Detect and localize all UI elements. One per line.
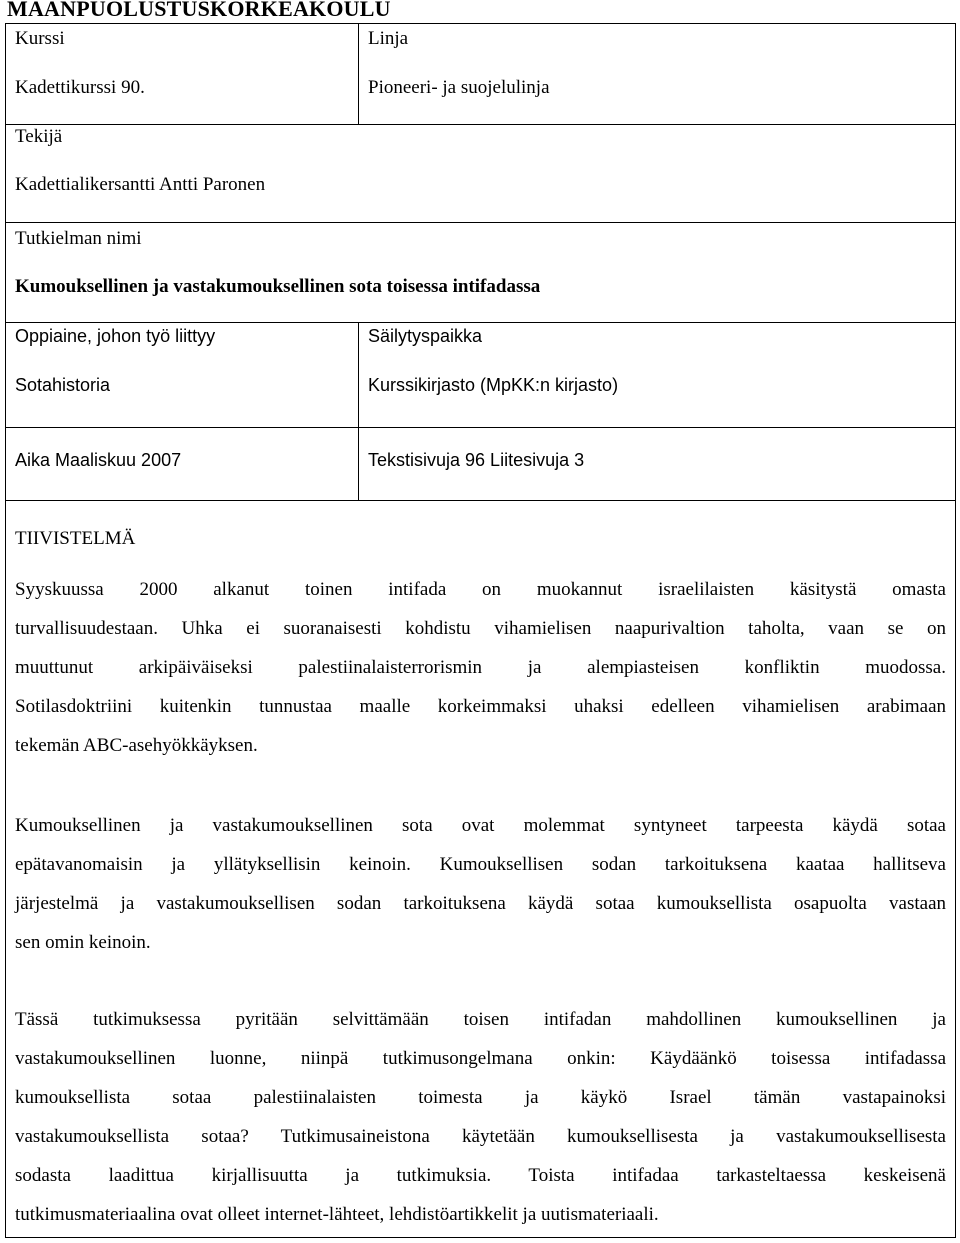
thesis-title: Kumouksellinen ja vastakumouksellinen sota toisessa intifadassa xyxy=(15,276,541,297)
abstract-line: epätavanomaisin ja yllätyksellisin keinoin. Kumouksellisen sodan tarkoituksena kaataa hallitseva xyxy=(15,854,946,875)
storage-label: Säilytyspaikka xyxy=(368,326,483,346)
author-label: Tekijä xyxy=(15,126,63,147)
abstract-line: järjestelmä ja vastakumouksellisen sodan tarkoituksena käydä sotaa kumouksellista osapuolta vastaan xyxy=(15,893,946,914)
abstract-line: Kumouksellinen ja vastakumouksellinen sota ovat molemmat syntyneet tarpeesta käydä sotaa xyxy=(15,815,946,836)
divider xyxy=(6,222,955,223)
abstract-heading: TIIVISTELMÄ xyxy=(15,528,136,549)
abstract-line: vastakumouksellista sotaa? Tutkimusaineistona käytetään kumouksellisesta ja vastakumouksellisesta xyxy=(15,1126,946,1147)
abstract-paragraph-2 xyxy=(15,809,946,965)
line-value: Pioneeri- ja suojelulinja xyxy=(368,77,550,98)
abstract-paragraph-3 xyxy=(15,1003,946,1237)
time-field: Aika Maaliskuu 2007 xyxy=(15,450,182,470)
divider xyxy=(6,500,955,501)
institution-name: MAANPUOLUSTUSKORKEAKOULU xyxy=(7,0,391,21)
line-label: Linja xyxy=(368,28,409,49)
divider xyxy=(6,427,955,428)
abstract-line: tutkimusmateriaalina ovat olleet internet-lähteet, lehdistöartikkelit ja uutismateriaali. xyxy=(15,1204,659,1225)
divider-vertical xyxy=(358,322,359,500)
abstract-line: turvallisuudestaan. Uhka ei suoranaisesti kohdistu vihamielisen naapurivaltion taholta, vaan se on xyxy=(15,618,946,639)
abstract-line: sodasta laadittua kirjallisuutta ja tutkimuksia. Toista intifadaa tarkasteltaessa keskeisenä xyxy=(15,1165,946,1186)
course-label: Kurssi xyxy=(15,28,65,49)
abstract-line: Tässä tutkimuksessa pyritään selvittämään toisen intifadan mahdollinen kumouksellinen ja xyxy=(15,1009,946,1030)
course-value: Kadettikurssi 90. xyxy=(15,77,145,98)
pages-field: Tekstisivuja 96 Liitesivuja 3 xyxy=(368,450,585,470)
abstract-line: Sotilasdoktriini kuitenkin tunnustaa maalle korkeimmaksi uhaksi edelleen vihamielisen arabimaan xyxy=(15,696,946,717)
subject-value: Sotahistoria xyxy=(15,375,111,395)
abstract-line: vastakumouksellinen luonne, niinpä tutkimusongelmana onkin: Käydäänkö toisessa intifadassa xyxy=(15,1048,946,1069)
author-value: Kadettialikersantti Antti Paronen xyxy=(15,174,266,195)
thesis-label: Tutkielman nimi xyxy=(15,228,142,249)
subject-label: Oppiaine, johon työ liittyy xyxy=(15,326,216,346)
form-frame xyxy=(5,23,956,1238)
abstract-paragraph-1 xyxy=(15,573,946,768)
divider xyxy=(6,322,955,323)
abstract-line: kumouksellista sotaa palestiinalaisten toimesta ja käykö Israel tämän vastapainoksi xyxy=(15,1087,946,1108)
abstract-line: tekemän ABC-asehyökkäyksen. xyxy=(15,735,258,756)
abstract-line: sen omin keinoin. xyxy=(15,932,151,953)
abstract-line: muuttunut arkipäiväiseksi palestiinalaisterrorismin ja alempiasteisen konfliktin muodossa. xyxy=(15,657,946,678)
storage-value: Kurssikirjasto (MpKK:n kirjasto) xyxy=(368,375,619,395)
divider xyxy=(6,124,955,125)
abstract-line: Syyskuussa 2000 alkanut toinen intifada on muokannut israelilaisten käsitystä omasta xyxy=(15,579,946,600)
divider-vertical xyxy=(358,24,359,124)
